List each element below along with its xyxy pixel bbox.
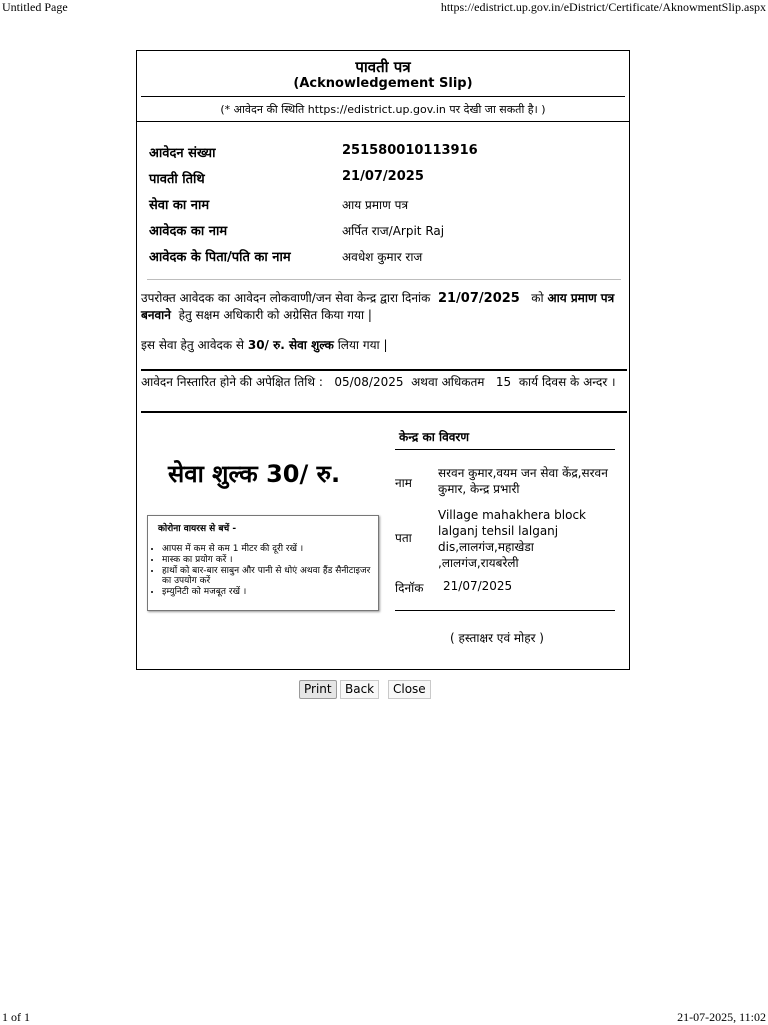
fee-amount: 30/ रु. सेवा शुल्क <box>247 338 334 352</box>
statement-service: आय प्रमाण पत्र बनवाने <box>141 291 615 322</box>
statement-ko: को <box>531 291 544 305</box>
close-button[interactable]: Close <box>388 680 431 699</box>
page-title: Untitled Page <box>2 0 68 14</box>
list-item: • इम्युनिटी को मजबूत रखें । <box>162 587 372 597</box>
centre-name-label: नाम <box>395 476 412 490</box>
field-value: अर्पित राज/Arpit Raj <box>342 224 445 238</box>
statement-suffix: हेतु सक्षम अधिकारी को अग्रेसित किया गया | <box>178 308 372 322</box>
disposal-tail: के अन्दर । <box>570 375 616 389</box>
corona-advisory-box <box>147 515 379 611</box>
fee-suffix: लिया गया | <box>337 338 388 352</box>
centre-name-value: सरवन कुमार,वयम जन सेवा केंद्र,सरवन कुमार, केन्द्र प्रभारी <box>438 466 608 496</box>
slip-title-hindi: पावती पत्र <box>355 58 411 76</box>
print-button[interactable]: Print <box>299 680 337 699</box>
field-value: 21/07/2025 <box>342 169 424 184</box>
print-timestamp: 21-07-2025, 11:02 <box>677 1010 766 1024</box>
corona-tips-list <box>148 544 372 598</box>
corona-title: कोरोना वायरस से बचें - <box>158 524 237 534</box>
disposal-days: 15 <box>495 375 512 389</box>
field-value: 251580010113916 <box>342 143 478 158</box>
list-item: • हाथों को बार-बार साबुन और पानी से धोएं अथवा हैंड सैनीटाइजर का उपयोग करें <box>162 566 372 586</box>
centre-address-label: पता <box>395 531 412 545</box>
back-button[interactable]: Back <box>340 680 379 699</box>
disposal-middle: अथवा अधिकतम <box>411 375 485 389</box>
page-count: 1 of 1 <box>2 1010 30 1024</box>
statement-date: 21/07/2025 <box>437 291 520 306</box>
divider <box>141 369 627 371</box>
field-label: सेवा का नाम <box>149 198 210 213</box>
divider <box>395 449 615 450</box>
field-value: आय प्रमाण पत्र <box>342 198 409 212</box>
disposal-unit: कार्य दिवस <box>518 375 567 389</box>
field-label: पावती तिथि <box>149 172 205 187</box>
statement-prefix: उपरोक्त आवेदक का आवेदन लोकवाणी/जन सेवा केन्द्र द्वारा दिनांक <box>141 291 431 305</box>
centre-address-value: Village mahakhera block lalganj tehsil lalganj dis,लालगंज,महाखेडा ,लालगंज,रायबरेली <box>438 508 586 570</box>
disposal-label: आवेदन निस्तारित होने की अपेक्षित तिथि : <box>141 375 323 389</box>
service-fee-display: सेवा शुल्क 30/ रु. <box>168 460 341 488</box>
expected-disposal <box>141 374 627 390</box>
disposal-date: 05/08/2025 <box>334 375 404 389</box>
field-label: आवेदक का नाम <box>149 224 228 239</box>
fee-statement <box>141 336 388 353</box>
fee-prefix: इस सेवा हेतु आवेदक से <box>141 338 245 352</box>
acknowledgement-slip <box>136 50 630 670</box>
centre-date-label: दिनॉक <box>395 581 424 595</box>
divider <box>141 96 625 97</box>
page-url: https://edistrict.up.gov.in/eDistrict/Certificate/AknowmentSlip.aspx <box>440 0 766 14</box>
divider <box>147 279 621 280</box>
field-label: आवेदक के पिता/पति का नाम <box>149 250 291 265</box>
divider <box>141 411 627 413</box>
centre-date-value: 21/07/2025 <box>443 579 513 593</box>
field-value: अवधेश कुमार राज <box>342 250 423 264</box>
slip-title-english: (Acknowledgement Slip) <box>293 76 473 91</box>
field-label: आवेदन संख्या <box>149 146 216 161</box>
signature-caption: ( हस्ताक्षर एवं मोहर ) <box>450 631 544 645</box>
forwarding-statement <box>141 290 627 323</box>
status-note: (* आवेदन की स्थिति https://edistrict.up.gov.in पर देखी जा सकती है। ) <box>220 103 546 116</box>
signature-line <box>395 610 615 611</box>
list-item: • मास्क का प्रयोग करें । <box>162 555 372 565</box>
list-item: • आपस में कम से कम 1 मीटर की दूरी रखें । <box>162 544 372 554</box>
divider <box>137 121 629 122</box>
centre-heading: केन्द्र का विवरण <box>399 430 470 444</box>
